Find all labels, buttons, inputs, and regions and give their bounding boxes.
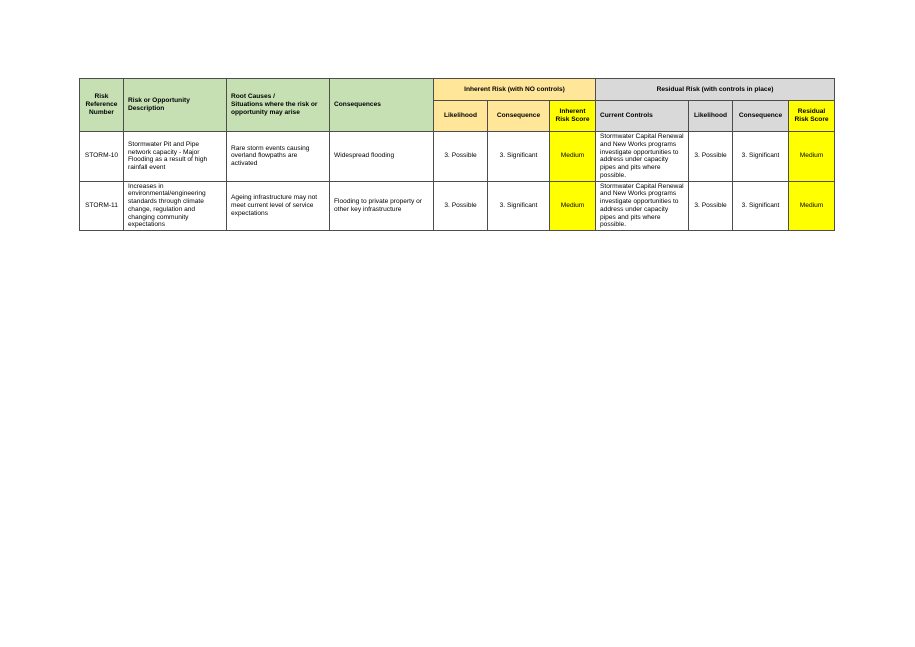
header-inherent-likelihood: Likelihood — [434, 101, 488, 132]
cell-root-causes: Ageing infrastructure may not meet current level of service expectations — [227, 181, 330, 231]
cell-current-controls: Stormwater Capital Renewal and New Works programs investigate opportunities to address under capacity pipes and pits where possible. — [596, 181, 689, 231]
header-residual-risk-group: Residual Risk (with controls in place) — [596, 79, 835, 101]
header-inherent-risk-score: Inherent Risk Score — [550, 101, 596, 132]
header-residual-consequence: Consequence — [733, 101, 789, 132]
cell-description: Increases in environmental/engineering standards through climate change, regulation and changing community expectations — [124, 181, 227, 231]
cell-inherent-likelihood: 3. Possible — [434, 181, 488, 231]
cell-residual-likelihood: 3. Possible — [689, 132, 733, 182]
header-root-causes-line1: Root Causes / — [231, 93, 275, 101]
cell-inherent-risk-score: Medium — [550, 132, 596, 182]
cell-inherent-likelihood: 3. Possible — [434, 132, 488, 182]
header-risk-description: Risk or Opportunity Description — [124, 79, 227, 132]
table-row — [80, 181, 835, 231]
header-consequences: Consequences — [330, 79, 434, 132]
header-inherent-risk-group: Inherent Risk (with NO controls) — [434, 79, 596, 101]
cell-residual-risk-score: Medium — [789, 181, 835, 231]
cell-residual-consequence: 3. Significant — [733, 132, 789, 182]
cell-residual-risk-score: Medium — [789, 132, 835, 182]
header-current-controls: Current Controls — [596, 101, 689, 132]
cell-ref: STORM-11 — [80, 181, 124, 231]
header-risk-reference-number: Risk Reference Number — [80, 79, 124, 132]
header-inherent-consequence: Consequence — [488, 101, 550, 132]
cell-current-controls: Stormwater Capital Renewal and New Works programs investigate opportunities to address under capacity pipes and pits where possible. — [596, 132, 689, 182]
cell-ref: STORM-10 — [80, 132, 124, 182]
cell-residual-likelihood: 3. Possible — [689, 181, 733, 231]
cell-inherent-consequence: 3. Significant — [488, 181, 550, 231]
cell-description: Stormwater Pit and Pipe network capacity - Major Flooding as a result of high rainfall event — [124, 132, 227, 182]
cell-inherent-risk-score: Medium — [550, 181, 596, 231]
table-row — [80, 132, 835, 182]
cell-root-causes: Rare storm events causing overland flowpaths are activated — [227, 132, 330, 182]
cell-consequences: Flooding to private property or other key infrastructure — [330, 181, 434, 231]
header-row-group — [80, 79, 835, 101]
header-root-causes-line2: Situations where the risk or opportunity may arise — [231, 101, 318, 116]
cell-inherent-consequence: 3. Significant — [488, 132, 550, 182]
cell-residual-consequence: 3. Significant — [733, 181, 789, 231]
cell-consequences: Widespread flooding — [330, 132, 434, 182]
header-residual-risk-score: Residual Risk Score — [789, 101, 835, 132]
header-residual-likelihood: Likelihood — [689, 101, 733, 132]
risk-register-table — [79, 78, 835, 231]
header-root-causes — [227, 79, 330, 132]
